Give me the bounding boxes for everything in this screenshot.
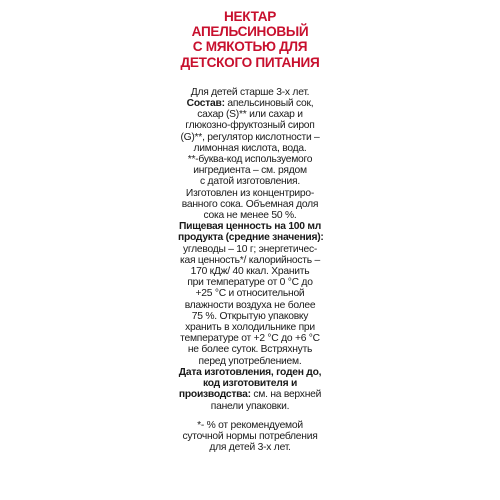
storage-line: перед употреблением. <box>198 355 302 367</box>
storage-line: 75 %. Открытую упаковку <box>191 310 309 322</box>
product-title <box>178 9 322 70</box>
composition-text: апельсиновый сок, <box>224 98 314 110</box>
storage-line: не более суток. Встряхнуть <box>187 344 313 356</box>
composition-line: лимонная кислота, вода. <box>193 142 307 154</box>
composition-label: Состав: <box>186 98 225 110</box>
ingredient-code-note: с датой изготовления. <box>200 176 300 188</box>
nutrition-line: 170 кДж/ 40 ккал. Хранить <box>190 266 310 278</box>
ingredient-code-note: ингредиента – см. рядом <box>193 165 307 177</box>
manufacturing-line: панели упаковки. <box>210 400 290 412</box>
storage-line: влажности воздуха не более <box>184 299 316 311</box>
title-line: АПЕЛЬСИНОВЫЙ <box>191 24 309 40</box>
title-line: ДЕТСКОГО ПИТАНИЯ <box>180 54 320 70</box>
label-body-text <box>178 87 322 454</box>
energy-footnote: для детей 3-х лет. <box>209 442 291 454</box>
nutrition-line: углеводы – 10 г; энергетичес- <box>182 243 318 255</box>
storage-line: хранить в холодильнике при <box>185 322 315 334</box>
manufacturing-text: см. на верхней <box>250 389 322 401</box>
energy-footnote: *- % от рекомендуемой <box>197 419 303 431</box>
title-line: С МЯКОТЬЮ ДЛЯ <box>192 39 308 55</box>
manufacturing-heading: код изготовителя и <box>202 378 298 390</box>
spacer <box>178 412 322 420</box>
reconstituted-note: сока не менее 50 %. <box>203 210 297 222</box>
title-line: НЕКТАР <box>223 9 277 24</box>
product-label-panel <box>178 0 322 500</box>
composition-line: (G)**, регулятор кислотности – <box>180 131 320 143</box>
nutrition-heading: Пищевая ценность на 100 мл <box>178 221 322 233</box>
nutrition-heading: продукта (средние значения): <box>178 232 324 244</box>
nutrition-line: кая ценность*/ калорийность – <box>180 254 320 266</box>
storage-line: температуре от +2 °С до +6 °С <box>180 333 320 345</box>
composition-line <box>178 98 322 109</box>
composition-line: сахар (S)** или сахар и <box>197 109 303 121</box>
storage-line: при температуре от 0 °С до <box>187 277 313 289</box>
reconstituted-note: ванного сока. Объемная доля <box>181 198 319 210</box>
age-line: Для детей старше 3-х лет. <box>190 86 310 98</box>
manufacturing-label: производства: <box>178 389 251 401</box>
composition-line: глюкозно-фруктозный сироп <box>185 120 315 132</box>
storage-line: +25 °С и относительной <box>195 288 305 300</box>
manufacturing-heading: Дата изготовления, годен до, <box>178 366 322 378</box>
reconstituted-note: Изготовлен из концентриро- <box>185 187 315 199</box>
energy-footnote: суточной нормы потребления <box>182 430 318 442</box>
ingredient-code-note: **-буква-код используемого <box>187 154 313 166</box>
manufacturing-line <box>178 389 322 400</box>
